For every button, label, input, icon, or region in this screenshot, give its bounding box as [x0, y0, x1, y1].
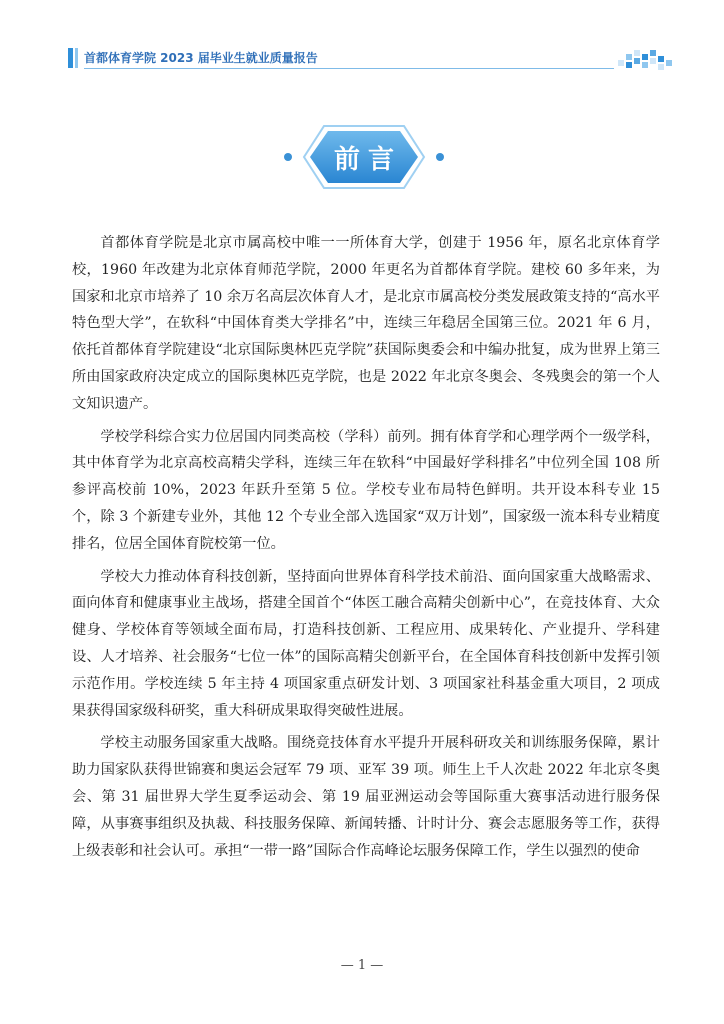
preface-body [72, 230, 660, 870]
header-accent-bar-light [75, 48, 78, 68]
page-header [68, 46, 648, 76]
title-dot-left [284, 153, 292, 161]
title-dot-right [436, 153, 444, 161]
paragraph: 学校大力推动体育科技创新，坚持面向世界体育科学技术前沿、面向国家重大战略需求、面向体育和健康事业主战场，搭建全国首个“体医工融合高精尖创新中心”，在竞技体育、大众健身、学校体育等领域全面布局，打造科技创新、工程应用、成果转化、产业提升、学科建设、人才培养、社会服务“七位一体”的国际高精尖创新平台，在全国体育科技创新中发挥引领示范作用。学校连续 5 年主持 4 项国家重点研发计划、3 项国家社科基金重大项目，2 项成果获得国家级科研奖，重大科研成果取得突破性进展。 [72, 568, 660, 719]
paragraph: 学校主动服务国家重大战略。围绕竞技体育水平提升开展科研攻关和训练服务保障，累计助力国家队获得世锦赛和奥运会冠军 79 项、亚军 39 项。师生上千人次赴 2022 年北京冬奥会、第 31 届世界大学生夏季运动会、第 19 届亚洲运动会等国际重大赛事活动进行服务保障，从事赛事组织及执裁、科技服务保障、新闻转播、计时计分、赛会志愿服务等工作，获得上级表彰和社会认可。承担“一带一路”国际合作高峰论坛服务保障工作，学生以强烈的使命 [72, 735, 660, 859]
paragraph: 首都体育学院是北京市属高校中唯一一所体育大学，创建于 1956 年，原名北京体育学校，1960 年改建为北京体育师范学院，2000 年更名为首都体育学院。建校 60 多年来，为国家和北京市培养了 10 余万名高层次体育人才，是北京市属高校分类发展政策支持的“高水平特色型大学”，在软科“中国体育类大学排名”中，连续三年稳居全国第三位。2021 年 6 月，依托首都体育学院建设“北京国际奥林匹克学院”获国际奥委会和中编办批复，成为世界上第三所由国家政府决定成立的国际奥林匹克学院，也是 2022 年北京冬奥会、冬残奥会的第一个人文知识遗产。 [72, 235, 660, 412]
header-squares-decoration [614, 46, 674, 72]
header-accent-bar [68, 48, 73, 68]
section-title: 前言 [333, 144, 402, 175]
paragraph: 学校学科综合实力位居国内同类高校（学科）前列。拥有体育学和心理学两个一级学科，其中体育学为北京高校高精尖学科，连续三年在软科“中国最好学科排名”中位列全国 108 所参评高校前 10%，2023 年跃升至第 5 位。学校专业布局特色鲜明。共开设本科专业 15 个，除 3 个新建专业外，其他 12 个专业全部入选国家“双万计划”，国家级一流本科专业精度排名，位居全国体育院校第一位。 [72, 428, 660, 552]
report-title: 首都体育学院 2023 届毕业生就业质量报告 [84, 51, 318, 65]
section-title-badge [274, 124, 454, 190]
header-divider [84, 68, 614, 69]
page-number: — 1 — [340, 958, 384, 973]
